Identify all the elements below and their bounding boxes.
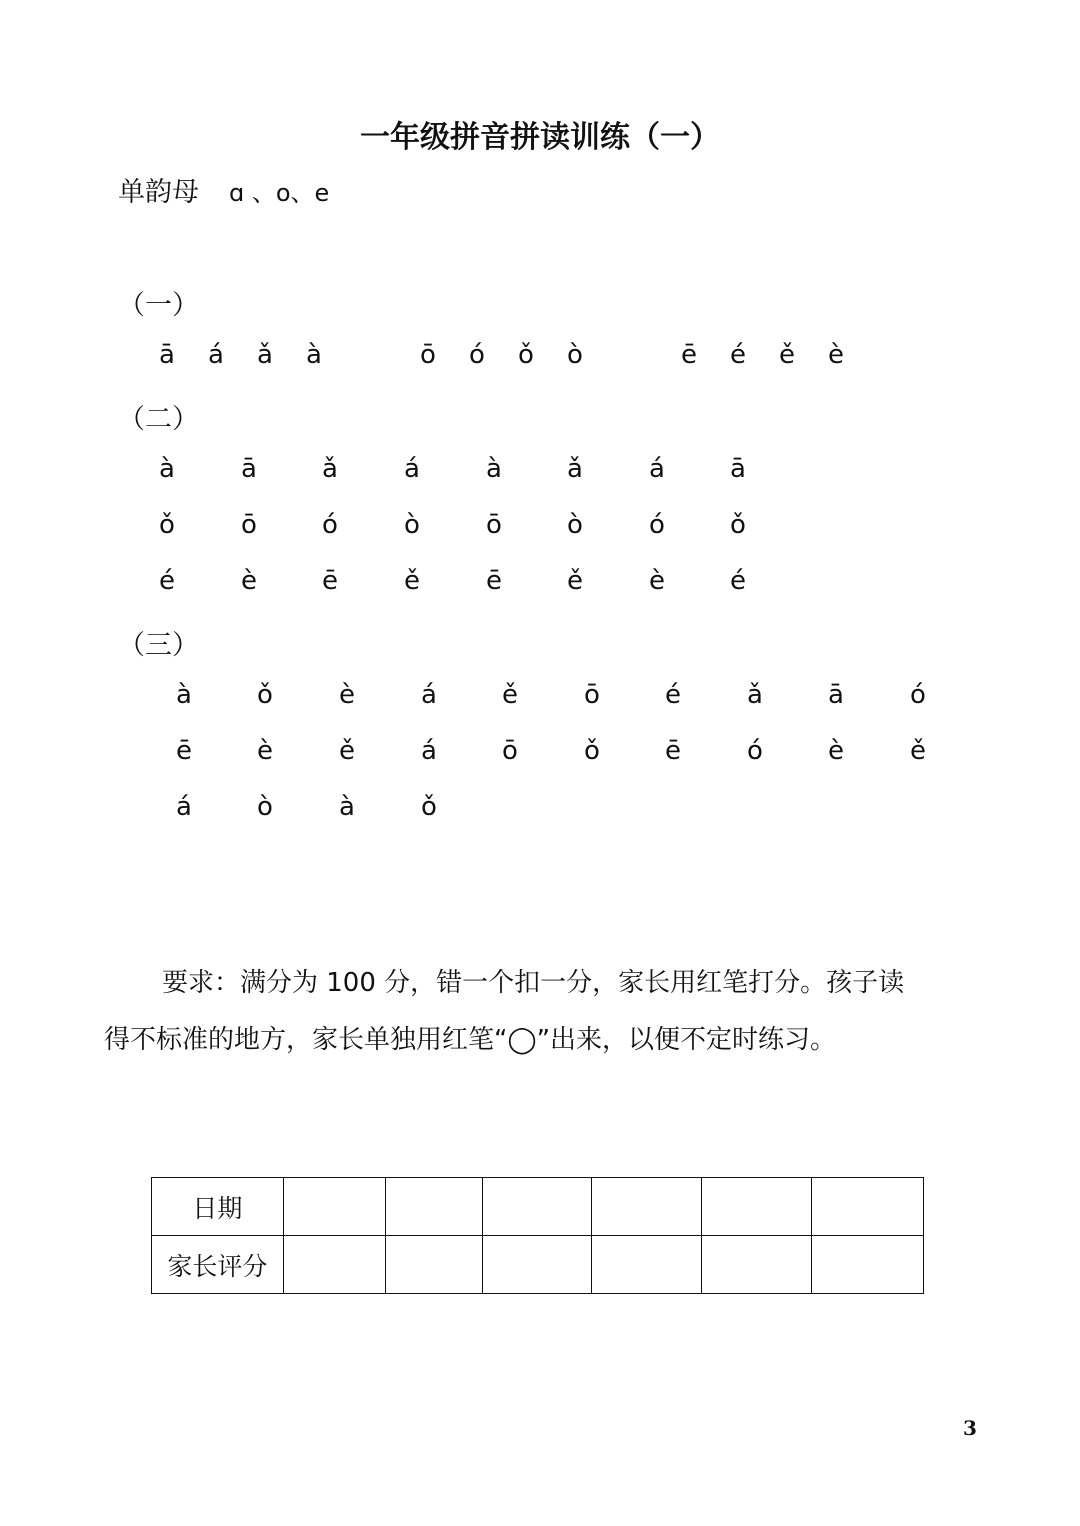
pinyin-syllable: ó (910, 680, 926, 710)
pinyin-syllable: ē (322, 566, 338, 596)
pinyin-syllable: á (421, 736, 437, 766)
pinyin-syllable: è (241, 566, 257, 596)
date-cell[interactable] (283, 1178, 385, 1236)
requirement-line-1: 要求：满分为 100 分，错一个扣一分，家长用红笔打分。孩子读 (162, 968, 905, 998)
pinyin-syllable: ó (469, 340, 485, 370)
page-title: 一年级拼音拼读训练（一） (360, 120, 720, 155)
pinyin-syllable: é (159, 566, 175, 596)
pinyin-syllable: ō (584, 680, 600, 710)
subtitle-label: 单韵母 (118, 177, 199, 208)
pinyin-syllable: ē (486, 566, 502, 596)
table-row (152, 1178, 924, 1236)
score-cell[interactable] (592, 1236, 702, 1294)
pinyin-syllable: è (339, 680, 355, 710)
pinyin-syllable: ě (404, 566, 420, 596)
date-cell[interactable] (385, 1178, 482, 1236)
pinyin-syllable: è (828, 340, 844, 370)
pinyin-syllable: à (306, 340, 322, 370)
pinyin-syllable: ǒ (584, 736, 600, 766)
pinyin-syllable: ō (420, 340, 436, 370)
pinyin-syllable: ó (747, 736, 763, 766)
pinyin-syllable: é (730, 566, 746, 596)
pinyin-syllable: á (404, 454, 420, 484)
pinyin-syllable: ǎ (747, 680, 763, 710)
subtitle-letters: ɑ 、o、e (229, 179, 330, 207)
pinyin-row (0, 510, 1080, 550)
pinyin-syllable: ò (567, 510, 583, 540)
pinyin-syllable: ě (779, 340, 795, 370)
pinyin-row (0, 736, 1080, 776)
subtitle (118, 170, 329, 209)
pinyin-syllable: ǒ (257, 680, 273, 710)
pinyin-syllable: ō (241, 510, 257, 540)
pinyin-syllable: é (730, 340, 746, 370)
pinyin-syllable: á (649, 454, 665, 484)
pinyin-syllable: ǒ (518, 340, 534, 370)
date-cell[interactable] (812, 1178, 924, 1236)
pinyin-syllable: á (421, 680, 437, 710)
pinyin-syllable: ā (828, 680, 844, 710)
pinyin-syllable: à (176, 680, 192, 710)
pinyin-syllable: ó (649, 510, 665, 540)
pinyin-syllable: ó (322, 510, 338, 540)
pinyin-row (0, 792, 1080, 832)
row-label-parent-score: 家长评分 (152, 1236, 284, 1294)
date-cell[interactable] (702, 1178, 812, 1236)
pinyin-row (0, 340, 1080, 380)
pinyin-syllable: ě (339, 736, 355, 766)
pinyin-syllable: ò (257, 792, 273, 822)
score-cell[interactable] (812, 1236, 924, 1294)
pinyin-syllable: ò (404, 510, 420, 540)
score-cell[interactable] (702, 1236, 812, 1294)
pinyin-syllable: é (665, 680, 681, 710)
pinyin-syllable: á (208, 340, 224, 370)
pinyin-syllable: ǒ (730, 510, 746, 540)
section-label: （三） (118, 630, 199, 661)
pinyin-syllable: ǒ (159, 510, 175, 540)
pinyin-syllable: ā (241, 454, 257, 484)
pinyin-syllable: è (649, 566, 665, 596)
pinyin-syllable: ā (730, 454, 746, 484)
pinyin-syllable: ò (567, 340, 583, 370)
score-cell[interactable] (283, 1236, 385, 1294)
pinyin-syllable: à (486, 454, 502, 484)
pinyin-syllable: ē (665, 736, 681, 766)
pinyin-syllable: ǒ (421, 792, 437, 822)
pinyin-syllable: ě (567, 566, 583, 596)
pinyin-syllable: ǎ (567, 454, 583, 484)
pinyin-syllable: à (159, 454, 175, 484)
pinyin-syllable: ē (681, 340, 697, 370)
section-label: （一） (118, 290, 199, 321)
pinyin-row (0, 566, 1080, 606)
pinyin-row (0, 680, 1080, 720)
pinyin-syllable: è (828, 736, 844, 766)
requirement-line-2: 得不标准的地方，家长单独用红笔“◯”出来，以便不定时练习。 (104, 1025, 837, 1055)
pinyin-syllable: ō (486, 510, 502, 540)
pinyin-syllable: ō (502, 736, 518, 766)
pinyin-syllable: ǎ (322, 454, 338, 484)
row-label-date: 日期 (152, 1178, 284, 1236)
pinyin-syllable: ě (910, 736, 926, 766)
date-cell[interactable] (592, 1178, 702, 1236)
score-cell[interactable] (482, 1236, 592, 1294)
pinyin-syllable: ā (159, 340, 175, 370)
pinyin-syllable: ě (502, 680, 518, 710)
pinyin-syllable: ē (176, 736, 192, 766)
pinyin-syllable: à (339, 792, 355, 822)
pinyin-row (0, 454, 1080, 494)
section-label: （二） (118, 404, 199, 435)
page-number: 3 (963, 1416, 977, 1440)
pinyin-syllable: è (257, 736, 273, 766)
score-table (151, 1177, 924, 1294)
pinyin-syllable: á (176, 792, 192, 822)
table-row (152, 1236, 924, 1294)
date-cell[interactable] (482, 1178, 592, 1236)
score-cell[interactable] (385, 1236, 482, 1294)
pinyin-syllable: ǎ (257, 340, 273, 370)
